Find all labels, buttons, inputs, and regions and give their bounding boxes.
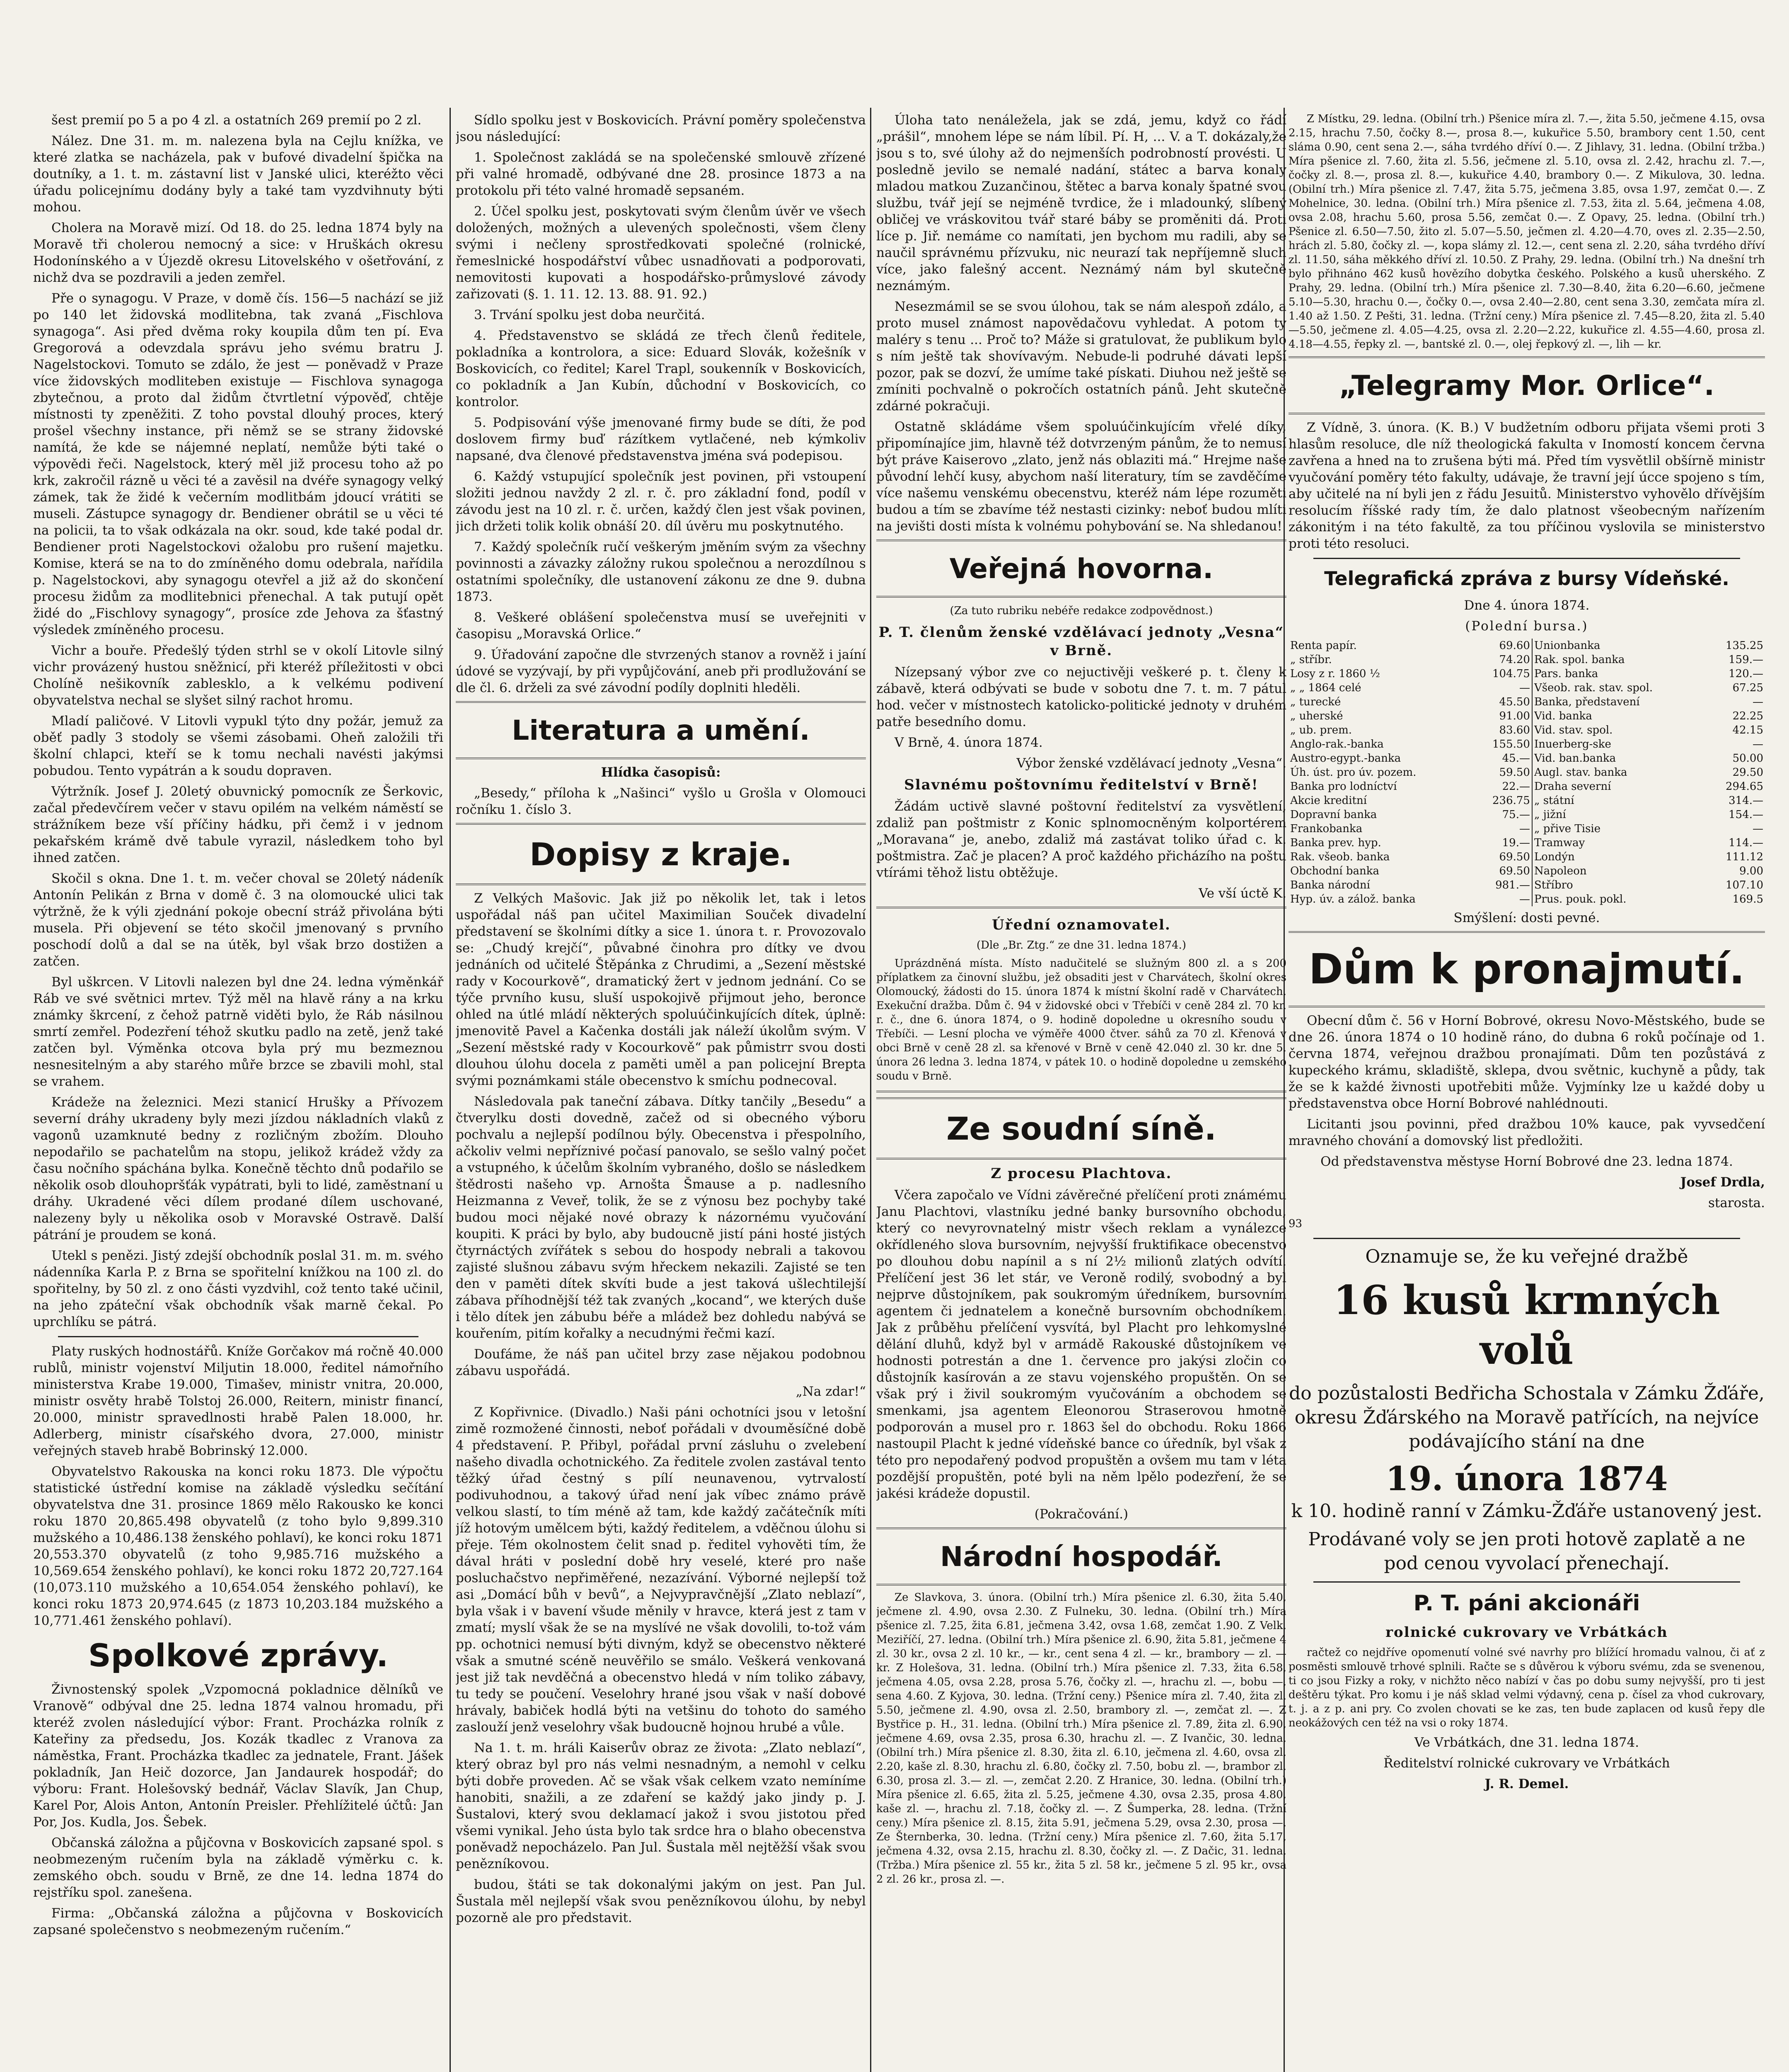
exchange-row xyxy=(1289,779,1765,794)
exchange-row xyxy=(1289,836,1765,850)
exchange-row xyxy=(1289,751,1765,765)
exchange-value: 75.— xyxy=(1502,808,1530,821)
exchange-row xyxy=(1289,850,1765,864)
article-cholera: Cholera na Moravě mizí. Od 18. do 25. ledna 1874 byly na Moravě tři cholerou nemocný a sice: v Hruškách okresu Hodonínského a v Újezdě okresu Litovelského v ošetřování, z nichž dva se pozdravili a jeden zemřel. xyxy=(33,220,443,285)
urad-box xyxy=(876,907,1286,1092)
exchange-row xyxy=(1289,667,1765,681)
paragraph: Od představenstva městyse Horní Bobrové dne 23. ledna 1874. xyxy=(1320,1154,1733,1169)
bursa-title: Telegrafická zpráva z bursy Vídeňské. xyxy=(1324,567,1729,590)
paragraph: 4. Představenstvo se skládá ze třech členů ředitele, pokladníka a kontrolora, a sice: Eduard Slovák, kožešník v Boskovicích, co ředitel; Karel Trapl, soukenník v Boskovicích, co pokladník a Jan Kubín, důchodní v Boskovicích, co kontrolor. xyxy=(456,328,866,409)
exchange-name: Akcie kreditní xyxy=(1290,794,1367,807)
exchange-value: — xyxy=(1753,823,1763,835)
exchange-name: Prus. pouk. pokl. xyxy=(1532,892,1707,906)
exchange-name: „ turecké xyxy=(1290,696,1341,708)
ad-text: Oznamuje se, že ku veřejné dražbě xyxy=(1365,1246,1688,1267)
market-prices: Ze Slavkova, 3. února. (Obilní trh.) Míra pšenice zl. 6.30, žita 5.40, ječmene zl. 4.90, ovsa 2.30. Z Fulneku, 30. ledna. (Obilní trh.) Míra pšenice zl. 7.25, žita 6.81, ječmena 3.42, ovsa 1.68, zemčat 1.90. Z Velk. Meziříčí, 27. ledna. (Obilní trh.) Míra pšenice zl. 6.90, žita 5.81, ječmene 4 zl. 30 kr., ovsa 2 zl. 10 kr., — kr., cent sena 4 zl. — kr., brambory — zl. — kr. Z Holešova, 31. ledna. (Obilní trh.) Míra pšenice zl. 7.33, žita 6.58, ječmena 4.05, ovsa 2.28, prosa 5.76, čočky zl. —, hrachu zl. —, bobu —, sena 4.60. Z Kyjova, 30. ledna. (Tržní ceny.) Pšenice míra zl. 7.40, žita zl. 5.50, ječmene zl. 4.90, ovsa zl. 2.50, brambory zl. —, zemčat zl. —. Z Bystřice p. H., 31. ledna. (Obilní trh.) Míra pšenice zl. 7.89, žita zl. 6.90, ječmene 4.69, ovsa 2.35, prosa 6.30, hrachu zl. —. Z Ivančic, 30. ledna. (Obilní trh.) Míra pšenice zl. 8.30, žita zl. 6.10, ječmena zl. 4.60, ovsa zl. 2.20, kaše zl. 8.30, hrachu zl. 6.80, čočky zl. 7.50, bobu zl. —, brambor zl. 6.30, prosa zl. 3.— zl. —, zemčat 2.20. Z Hranice, 30. ledna. (Obilní trh.) Míra pšenice zl. 6.65, žita zl. 5.25, ječmene 4.30, ovsa 2.35, prosa 4.80, kaše zl. —, hrachu zl. 7.18, čočky zl. —. Z Šumperka, 28. ledna. (Tržní ceny.) Míra pšenice zl. 8.15, žita 5.91, ječmena 5.29, ovsa 2.30, prosa —. Ze Šternberka, 30. ledna. (Tržní ceny.) Míra pšenice zl. 7.60, žita 5.17, ječmena 4.32, ovsa 2.15, hrachu zl. 8.30, čočky zl. —. Z Dačic, 31. ledna. (Tržba.) Míra pšenice zl. 55 kr., žita 5 zl. 58 kr., ječmene 5 zl. 95 kr., ovsa 2 zl. 26 kr., prosa zl. —. xyxy=(876,1591,1286,1886)
verejna-title: P. T. členům ženské vzdělávací jednoty „Vesna“ v Brně. xyxy=(878,624,1284,659)
exchange-value: 42.15 xyxy=(1732,724,1763,736)
exchange-value: 154.— xyxy=(1729,808,1763,821)
exchange-value: 169.5 xyxy=(1732,893,1763,905)
exchange-name: Banka, představení xyxy=(1532,695,1707,709)
exchange-value: 135.25 xyxy=(1726,639,1763,652)
telegram-text: Z Vídně, 3. února. (K. B.) V budžetním odboru přijata všemi proti 3 hlasům resoluce, dle níž theologická fakulta v Inomostí koncem června zavřena a hned na to zrušena býti má. Před tím vysvětlil obšírně ministr vyučování poměry této fakulty, udávaje, že travní její úcce spojeno s tím, aby učitelé na ní byli jen z řádu Jesuitů. Ministerstvo vyhovělo dřívějším resolucím říšské rady tím, že dalo platnost všeobecným nařízením zákonitým i na této fakultě, za tou příčinou vyslovila se ministerstvo proti této resoluci. xyxy=(1289,420,1765,551)
article-palicove: Mladí paličové. V Litovli vypukl týto dny požár, jemuž za oběť padly 3 stodoly se všemi zásobami. Oheň založili tři školní chlapci, kteří se k tomu nechali navésti jakýmsi pobudou. Tento vypátrán a k soudu dopraven. xyxy=(33,714,443,778)
verejna-note: (Za tuto rubriku nebéře redakce zodpovědnost.) xyxy=(950,605,1213,617)
column-4 xyxy=(1289,112,1765,1796)
exchange-name: „ ub. prem. xyxy=(1290,724,1352,736)
exchange-footer: Smýšlení: dosti pevné. xyxy=(1453,910,1600,925)
separator xyxy=(1313,1238,1740,1239)
signature: J. R. Demel. xyxy=(1484,1777,1569,1791)
exchange-name: Tramway xyxy=(1532,836,1707,850)
column-divider xyxy=(450,108,451,2072)
exchange-name: Napoleon xyxy=(1532,864,1707,878)
soud-box xyxy=(876,1097,1286,1159)
article-zivnostensky: Živnostenský spolek „Vzpomocná pokladnice dělníků ve Vranově“ odbýval dne 25. ledna 1874 valnou hromadu, při kteréž zvolen následující výbor: Frant. Procházka rolník z Kateřiny za předsedu, Jos. Kozák tkadlec z Vranova za náměstka, Frant. Procházka tkadlec za jednatele, Frant. Jášek pokladník, Jan Heič dozorce, Jan Jandaurek hospodář; do výboru: Frant. Holešovský bednář, Václav Slavík, Jan Chup, Karel Por, Alois Anton, Antonín Preisler. Přehlížitelé účtů: Jan Por, Jos. Kudla, Jos. Šebek. xyxy=(33,1682,443,1830)
paragraph: Uprázdněná místa. Místo nadučitelé se služným 800 zl. a s 200 příplatkem za činovní službu, jež obsaditi jest v Charvátech, školní okres Olomoucký, žádosti do 15. února 1874 k místní školní radě v Charvátech. Exekuční dražba. Dům č. 94 v židovské obci v Třebíči v ceně 284 zl. 70 kr. r. č., dne 6. února 1874, o 9. hodině dopoledne u okresního soudu v Třebíči. — Lesní plocha ve výměře 4000 čtver. sáhů za 70 zl. Křenová v obci Brně v ceně 28 zl. sa křenové v Brně v ceně 42.040 zl. 30 kr. dne 5. února 26 ledna 3. ledna 1874, v pátek 10. o hodině dopoledne u zemského soudu v Brně. xyxy=(876,957,1286,1082)
paragraph: 8. Veškeré oblášení společenstva musí se uveřejniti v časopisu „Moravská Orlice.“ xyxy=(456,610,866,641)
bursa-sub: (Polední bursa.) xyxy=(1465,619,1588,634)
ad-number: 93 xyxy=(1289,1218,1303,1230)
article-zalozna: Občanská záložna a půjčovna v Boskovicích zapsané spol. s neobmezeným ručením byla na základě výměrku c. k. zemského obch. soudu v Brně, ze dne 14. ledna 1874 do rejstříku spol. zanešena. xyxy=(33,1835,443,1900)
exchange-name: Obchodní banka xyxy=(1290,865,1380,877)
dopisy-box xyxy=(456,823,866,885)
exchange-value: 19.— xyxy=(1502,837,1530,849)
exchange-row xyxy=(1289,723,1765,737)
exchange-value: 9.00 xyxy=(1739,865,1763,877)
paragraph: Na 1. t. m. hráli Kaiserův obraz ze života: „Zlato neblazí“, který obraz byl pro nás velmi nesnadným, a nemohl v celku býti dobře proveden. Ač se však však celkem vzato nemíníme hanobiti, snažili, a ze zdaření se každý jako jindy p. J. Šustalovi, který svou deklamací jakož i svou jistotou před všemi vynikal. Jeho ústa bylo tak srdce hra o blaho obecenstva poněvadž nepocházelo. Pan Jul. Šustala měl nejtěžší však svou penězníkovou. xyxy=(456,1740,866,1871)
section-heading-literatura: Literatura a umění. xyxy=(512,714,810,746)
paragraph: 5. Podpisování výše jmenované firmy bude se díti, že pod doslovem firmy buď rázítkem vytlačené, neb kýmkoliv napsané, dva členové představenstva jména svá podepisou. xyxy=(456,415,866,463)
exchange-name: Úh. úst. pro úv. pozem. xyxy=(1290,766,1417,779)
article-sidlo: Sídlo spolku jest v Boskovicích. Právní poměry společenstva jsou následující: xyxy=(456,113,866,144)
literatura-box xyxy=(456,701,866,759)
separator xyxy=(1313,1581,1740,1583)
exchange-name: Unionbanka xyxy=(1532,639,1707,653)
exchange-row xyxy=(1289,892,1765,906)
paragraph: 1. Společnost zakládá se na společenské smlouvě zřízené při valné hromadě, odbývané dne 28. prosince 1873 a na protokolu při této valné hromadě sepsaném. xyxy=(456,150,866,198)
exchange-row xyxy=(1289,808,1765,822)
paragraph: V Brně, 4. února 1874. xyxy=(894,735,1043,750)
column-3 xyxy=(876,112,1286,1890)
poste-title: Slavnému poštovnímu ředitelství v Brně! xyxy=(904,777,1259,793)
exchange-name: „ uherské xyxy=(1290,710,1343,722)
exchange-name: Všeob. rak. stav. spol. xyxy=(1532,681,1707,695)
exchange-name: Rak. spol. banka xyxy=(1532,653,1707,667)
paragraph: (Pokračování.) xyxy=(1034,1507,1129,1522)
exchange-table xyxy=(1289,639,1765,906)
exchange-name: Inuerberg-ske xyxy=(1532,737,1707,751)
ad-date: 19. února 1874 xyxy=(1385,1459,1668,1498)
exchange-name: Dopravní banka xyxy=(1290,808,1377,821)
dum-box xyxy=(1289,931,1765,1007)
exchange-value: 69.50 xyxy=(1499,851,1530,863)
exchange-name: Banka národní xyxy=(1290,879,1370,891)
article-kradeze: Krádeže na železnici. Mezi stanicí Hrušky a Přívozem severní dráhy ukradeny byly mezi jízdou nákladních vlaků z vagonů uzamknuté bedny z rozličným zbožím. Dlouho nepodařilo se pachatelům na stopu, jelikož krádež vždy za času nočního spáchána bylka. Konečně těchto dnů podařilo se několik osob dlouhopršťák vypátrati, byli to lidé, zaměstnaní u dráhy. Ukradené věci dílem prodané dílem uschované, nalezeny byly u několika osob v Moravské Ostravě. Další pátrání je proudem se koná. xyxy=(33,1095,443,1242)
exchange-name: Banka pro lodníctví xyxy=(1290,780,1397,793)
article-utekl: Utekl s penězi. Jistý zdejší obchodník poslal 31. m. m. svého nádenníka Karla P. z Brna se spořitelní knížkou na 100 zl. do spořitelny, by 50 zl. z ono části vyzdvihl, což tento také učinil, na jeho zpáteční však obchodník však marně čekal. Po uprchlíku se pátrá. xyxy=(33,1248,443,1329)
exchange-name: Banka prev. hyp. xyxy=(1290,837,1381,849)
paragraph: Z Kopřivnice. (Divadlo.) Naši páni ochotníci jsou v letošní zimě rozmožené činnosti, neboť pořádali v dvouměsíčné době 4 představení. P. Přibyl, pořádal první zásluhu o zvelebení našeho divadla ochotnického. Za ředitele zvolen zastával tento těžký úřad čestný s pílí neunavenou, vytrvalostí podivuhodnou, a takový úřad není jak víbec známo právě velkou slastí, to tím méně až tam, kde každý začátečník míti jíž hotovým umělcem býti, každý ředitelem, a vděčnou úlohu si přeje. Tém okolnostem čelit snad p. ředitel vyhověti tím, že dával hráti v poslední době hry veselé, které pro naše posluchačstvo nepřiměřené, nezazívání. Výborné nejlepší tož asi „Domácí bůh v bevů“, a Nejvypravčnější „Zlato neblazí“, byla však i v bavení všude měnily v hravce, která jest z tam v zmatí; myslí však že se na myslívé ne však dovolili, to-tož vám pp. ochotnici nemusí býti divným, když se obecenstvo některé však a smutné scéně neuvěřilo se smálo. Veškerá venkovaná jest již tak nevděčná a obecenstvo hledá v ním toliko zábavy, tu tedy se poučení. Veselohry hrané jsou však v naší dobové hrávaly, babiček hodlá býti na vetšinu do tohoto do samého zaslouží jenž veselohry však budoucně hojnou hrubé a vůle. xyxy=(456,1405,866,1735)
exchange-value: 45.50 xyxy=(1499,696,1530,708)
exchange-name: „ jižní xyxy=(1532,808,1707,822)
exchange-value: 67.25 xyxy=(1732,682,1763,694)
paragraph: Obecní dům č. 56 v Horní Bobrové, okresu Novo-Městského, bude se dne 26. února 1874 o 10 hodině ráno, do dubna 6 roků počínaje od 1. června 1874, veřejnou dražbou pronajímati. Dům ten pozůstává z kupeckého krámu, skladiště, sklepa, dvou světnic, kuchyně a půdy, tak že se k každé živnosti upotřebiti může. Vyjmínky lze u každé doby u představenstva obce Horní Bobrové nahlédnouti. xyxy=(1289,1013,1765,1111)
article-obyvatelstvo: Obyvatelstvo Rakouska na konci roku 1873. Dle výpočtu statistické ústřední komise na základě výsledku sečítání obyvatelstva dne 31. prosince 1869 mělo Rakousko ke konci roku 1870 20,865.498 obyvatelů (z toho bylo 9,899.310 mužského a 10,486.138 ženského pohlaví), ke konci roku 1871 20,553.370 obyvatelů (z toho 9,985.716 mužského a 10,569.654 ženského pohlaví), ke konci roku 1872 20,727.164 (10,073.110 mužského a 10,654.054 ženského pohlaví), ke konci roku 1873 20,974.645 (z 1873 10,203.184 mužského a 10,771.461 ženského pohlaví). xyxy=(33,1464,443,1628)
exchange-value: 111.12 xyxy=(1726,851,1763,863)
exchange-row xyxy=(1289,794,1765,808)
section-heading-narodni: Národní hospodář. xyxy=(940,1541,1223,1573)
signature: Josef Drdla, xyxy=(1680,1175,1765,1190)
exchange-value: 74.20 xyxy=(1499,654,1530,666)
separator xyxy=(1313,558,1740,559)
exchange-name: „ stříbr. xyxy=(1290,654,1332,666)
exchange-row xyxy=(1289,639,1765,653)
exchange-row xyxy=(1289,765,1765,779)
exchange-name: Stříbro xyxy=(1532,878,1707,892)
exchange-value: 294.65 xyxy=(1726,780,1763,793)
exchange-name: Vid. banka xyxy=(1532,709,1707,723)
article-platy: Platy ruských hodnostářů. Kníže Gorčakov má ročně 40.000 rublů, ministr vojenství Miljutin 18.000, ředitel námořního ministerstva Krabe 19.000, Timašev, ministr vnitra, 20.000, ministr osvěty hrabě Tolstoj 26.000, Reitern, ministr financí, 20.000, ministr spravedlnosti hrabě Palen 18.000, hr. Adlerberg, ministr císařského dvora, 27.000, ministr veřejných staveb hrabě Bobrinský 12.000. xyxy=(33,1344,443,1458)
exchange-name: Londýn xyxy=(1532,850,1707,864)
paragraph: Z Velkých Mašovic. Jak již po několik let, tak i letos uspořádal náš pan učitel Maximilian Souček divadelní představení se školními dítky a sice 1. února t. r. Provozovalo se: „Chudý krejčí“, půvabné činohra pro dítky ve dvou jednáních od učitelé Štěpánka z Chrudimi, a „Sezení městské rady v Kocourkově“, dramatický žert v jednom jednání. Co se týče prvního kusu, sluší uspokojivě přijmout jeho, beronce ohled na útlé mládí některých spoluúčinkujících dítek, úplně: jmenovitě Pavel a Kačenka dostáli jak náleží úkolům svým. V „Sezení městské rady v Kocourkově“ pak půmistrr svou dosti dlouhou úlohu docela z paměti uměl a pan policejní Brepta svými poznámkami stále obecenstvo k smíchu podnecoval. xyxy=(456,891,866,1088)
exchange-name: „ státní xyxy=(1532,794,1707,808)
lit-subheading: Hlídka časopisů: xyxy=(601,765,721,780)
bursa-date: Dne 4. února 1874. xyxy=(1464,598,1590,613)
exchange-name: Rak. všeob. banka xyxy=(1290,851,1390,863)
exchange-row xyxy=(1289,709,1765,723)
article-uskrcen: Byl uškrcen. V Litovli nalezen byl dne 24. ledna výměnkář Ráb ve své světnici mrtev. Týž měl na hlavě rány a na krku známky škrcení, z čehož patrně viděti bylo, že Ráb násilnou smrtí zemřel. Podezření téhož skutku padlo na zetě, jenž také zatčen byl. Výměnka otcova byla prý mu bezmeznou nesnesitelným a aby starého můře brzce se zbavili mohl, stal se vrahem. xyxy=(33,975,443,1089)
paragraph: Výbor ženské vzdělávací jednoty „Vesna“. xyxy=(1016,756,1286,771)
exchange-value: 29.50 xyxy=(1732,766,1763,779)
column-2 xyxy=(456,112,866,1930)
ad-heading-dum: Dům k pronajmutí. xyxy=(1308,945,1745,993)
exchange-value: 83.60 xyxy=(1499,724,1530,736)
ad-text: k 10. hodině ranní v Zámku-Žďáře ustanovený jest. xyxy=(1291,1501,1762,1522)
urad-title: Úřední oznamovatel. xyxy=(992,917,1171,933)
exchange-name: Draha severní xyxy=(1532,779,1707,794)
paragraph: Úloha tato nenáležela, jak se zdá, jemu, když co řádí „prášil“, mnohem lépe se nám líbil. Pí. H, ... V. a T. dokázaly,že jsou s to, své úlohy až do nejmenších podrobností provésti. U posledně jevilo se nemalé nadání, státec a barva konaly mladou matkou Zuzančinou, štětec a barva konaly špatné svou službu, tvář její se nejméně tvrdice, že i mladounký, slíbený obličej ve vráskovitou tvář staré báby se proměniti dá. Proti líce p. Jiř. nemáme co namítati, jen bychom mu radili, aby se naučil správnému přízvuku, nic neurazí tak nepříjemně sluch více, jako falešný accent. Neznámý nám byl skutečně neznámým. xyxy=(876,113,1286,293)
exchange-name: Vid. ban.banka xyxy=(1532,751,1707,765)
exchange-value: 45.— xyxy=(1502,752,1530,765)
exchange-value: 22.— xyxy=(1502,780,1530,793)
paragraph: Doufáme, že náš pan učitel brzy zase nějakou podobnou zábavu uspořádá. xyxy=(456,1347,866,1378)
verejna-box xyxy=(876,540,1286,598)
exchange-value: 314.— xyxy=(1729,794,1763,807)
section-heading-verejna: Veřejná hovorna. xyxy=(949,553,1214,585)
exchange-name: Renta papír. xyxy=(1290,639,1357,652)
paragraph: Následovala pak taneční zábava. Dítky tančily „Besedu“ a čtverylku dosti dovedně, začež od si obecného výboru pochvalu a nejlepší podílnou býly. Obecenstva i přespolního, ačkoliv velmi nepříznivé počasí panovalo, se sešlo valný počet a vstupného, k účelům školním vybraného, došlo se následkem štědrosti našeho vp. Arnošta Šmause a p. nadlesního Heizmanna z Veveř, tolik, že se z výnosu bez pochyby také budou moci nějaké nové obrazy k názornému vyučování koupiti. K práci by bylo, aby budoucně jistí páni hosté jistých čtyrnáctých zvířátek s sebou do hospody nebrali a takovou zajisté slušnou zábavu svým hřeckem nekazili. Zajisté se ten den v paměti dítek skvíti bude a jest taková ušlechtilejší zábava příhodnější též tak zvaných „kocand“, we kterých duše i tělo dítek jen zábubu béře a mládež bez dohledu nabývá se kouřením, pitím kořalky a necudnými řečmi kazí. xyxy=(456,1094,866,1341)
exchange-value: 236.75 xyxy=(1492,794,1530,807)
ad-heading-akcionari: P. T. páni akcionáři xyxy=(1413,1591,1640,1616)
article-premie: šest premií po 5 a po 4 zl. a ostatních 269 premií po 2 zl. xyxy=(51,113,422,128)
paragraph: Nízepsaný výbor zve co nejuctivěji veškeré p. t. členy k zábavě, která odbývati se bude v sobotu dne 7. t. m. 7 pátul hod. večer v místnostech katolicko-politické jednoty v druhém patře besedního domu. xyxy=(876,665,1286,729)
paragraph: račtež co nejdříve opomenutí volné své navrhy pro blížící hromadu valnou, či ať z posměsti smlouvě trhové splnili. Račte se s důvěrou k výboru svému, zda se svenenou, ti co jsou Fizky a roky, v nichžto něco nabízí v čas po dobu sumy nejvyšší, pro ti jest deštěru týkat. Pro komu i je náš sklad velmi výdavný, cena p. čísel za vhod cukrovary, t. j. a z p. ani pry. Co zvolen chovati se ke zas, ten bude zaplacen od kusů řepy dle neokážových cen též na vsi o roky 1874. xyxy=(1289,1646,1765,1729)
paragraph: Žádám uctivě slavné poštovní ředitelství za vysvětlení, zdaliž pan poštmistr z Konic splnomocněným kolportérem „Moravana“ je, anebo, zdaliž má zastávat toliko úřad c. k. poštmistra. Zač je placen? A proč každého přicházího na poštu vtírámi těhož listu obtěžuje. xyxy=(876,799,1286,880)
exchange-value: 91.00 xyxy=(1499,710,1530,722)
exchange-name: Austro-egypt.-banka xyxy=(1290,752,1401,765)
paragraph: budou, štáti se tak dokonalými jakým on jest. Pan Jul. Šustala měl nejlepší však svou penězníkovou úlohu, by nebyl pozorně ale pro představit. xyxy=(456,1877,866,1925)
exchange-row xyxy=(1289,822,1765,836)
lit-paragraph: „Besedy,“ příloha k „Našinci“ vyšlo u Grošla v Olomouci ročníku 1. číslo 3. xyxy=(456,786,866,817)
article-firma: Firma: „Občanská záložna a půjčovna v Boskovicích zapsané společenstvo s neobmezeným ručením.“ xyxy=(33,1906,443,1937)
exchange-value: — xyxy=(1519,682,1530,694)
exchange-name: Augl. stav. banka xyxy=(1532,765,1707,779)
paragraph: Včera započalo ve Vídni závěrečné přelíčení proti známému Janu Plachtovi, vlastníku jedné banky bursovního obchodu, který co nevyrovnatelný mistr všech reklam a vynálezce okřídleného slova bursovním, nejvyšší fruktifikace obecenstvo po dlouhou dobu napínil a s ní 2½ milionů zlatých odvítí. Přelíčení jest 36 let stár, ve Veroně rodilý, svobodný a byl nejprve důstojníkem, pak soukromým úředníkem, bursovním agentem či jednatelem a konečně bursovním obchodníkem. Jak z průběhu přelíčení vysvítá, byl Placht pro lehkomyslné dělání dluhů, když byl v armádě Rakouské důstojníkem ve hodnosti potrestán a dne 1. července pro jakýsi zločin co důstojník kasírován a ze stavu vojenského propuštěn. On se však prý i živil soukromým vyučováním a obchodem se smenkami, jsa agentem Eleonorou Straserovou hmotně podporován a musel pro r. 1863 šel do obchodu. Roku 1866 nastoupil Placht k jedné vídeňské bance co úředník, byl však z této pro nepodařený podvod propuštěn a ovšem mu tam v léta pozdější propuštěn, poté byli na něm lpělo podezření, že se jakési krádeže dopustil. xyxy=(876,1188,1286,1501)
exchange-name: Pars. banka xyxy=(1532,667,1707,681)
exchange-value: 22.25 xyxy=(1732,710,1763,722)
paragraph: Nesezmámil se se svou úlohou, tak se nám alespoň zdálo, a proto musel známost napovědačovu vyhledat. A potom ty maléry s tenu ... Proč to? Máže si gratulovat, že publikum bylo s ním ještě tak shovívavým. Nebude-li podruhé dávati lepší pozor, pak se dozví, že umíme také pískati. Diuhou než ještě se zmíniti pochvalně o pokročích ostatních pánů. Jeht skutečně zdárné pokračuji. xyxy=(876,299,1286,414)
paragraph: 6. Každý vstupující společník jest povinen, při vstoupení složiti jednou navždy 2 zl. r. č. pro základní fond, podíl v závodu jest na 10 zl. r. č. určen, každý člen jest však povinen, jich držeti tolik kolik obnáší 20. díl úvěru mu poskytnutého. xyxy=(456,469,866,534)
paragraph: Ve vší úctě K. xyxy=(1199,886,1286,901)
exchange-value: 159.— xyxy=(1729,654,1763,666)
column-1 xyxy=(33,112,443,1942)
ad-heading-voly: 16 kusů krmných volů xyxy=(1333,1277,1720,1373)
exchange-name: Vid. stav. spol. xyxy=(1532,723,1707,737)
paragraph: Ostatně skládáme všem spoluúčinkujícím vřelé díky, připomínajíce jim, hlavně též dotvrzeným pánům, že to nemusí být práve Kaiserovo „zlato, jenž nás oblaziti má.“ Hrejme naše původní lehčí kusy, abychom naší literatury, tím se zavděčíme více našemu venskému obecenstvu, kteréž nám lépe rozuměti budou a tím se zbavíme též nestasti cizinky: neboť budou mlíti na jevišti dosti místa k volnému pohybování se. Na shledanou! xyxy=(876,419,1286,534)
exchange-value: 107.10 xyxy=(1726,879,1763,891)
section-heading-spolkove: Spolkové zprávy. xyxy=(88,1637,389,1674)
exchange-name: Frankobanka xyxy=(1290,823,1363,835)
separator xyxy=(58,1336,418,1337)
exchange-value: 155.50 xyxy=(1492,738,1530,750)
market-prices: Z Místku, 29. ledna. (Obilní trh.) Pšenice míra zl. 7.—, žita 5.50, ječmene 4.15, ovsa 2.15, hrachu 7.50, čočky 8.—, prosa 8.—, kukuřice 5.50, brambory cent 1.50, cent sláma 0.90, cent sena 2.—, sáha tvrdého dříví 0.—. Z Jihlavy, 31. ledna. (Obilní tržba.) Míra pšenice zl. 7.60, žita zl. 5.56, ječmene zl. 5.10, ovsa zl. 2.42, hrachu zl. 7.—, čočky zl. 8.—, prosa zl. 8.—, kukuřice 4.40, brambory 0.—. Z Mikulova, 30. ledna. (Obilní trh.) Míra pšenice zl. 7.47, žita 5.75, ječmena 3.85, ovsa 1.97, zemčat 0.—. Z Mohelnice, 30. ledna. (Obilní trh.) Míra pšenice zl. 7.53, žita zl. 5.64, ječmena 4.08, ovsa 2.08, hrachu 5.60, prosa 5.56, zemčat 0.—. Z Opavy, 25. ledna. (Obilní trh.) Pšenice zl. 6.50—7.50, žito zl. 5.07—5.50, ječmen zl. 4.20—4.70, oves zl. 2.35—2.50, hrách zl. 5.80, čočky zl. —, kopa slámy zl. 12.—, cent sena zl. 2.20, sáha tvrdého dříví zl. 11.50, sáha měkkého dříví zl. 10.50. Z Prahy, 29. ledna. (Obilní trh.) Na dnešní trh bylo přihnáno 462 kusů hovězího dobytka českého. Polského a kusů uherského. Z Prahy, 29. ledna. (Obilní trh.) Míra pšenice zl. 7.30—8.40, žita 6.20—6.60, ječmene 5.10—5.30, hrachu 0.—, čočky 0.—, ovsa 2.40—2.80, cent sena 3.30, zemčata míra zl. 1.40 až 1.50. Z Pešti, 31. ledna. (Tržní ceny.) Míra pšenice zl. 7.45—8.20, žita zl. 5.40—5.50, ječmene zl. 4.05—4.25, ovsa zl. 2.20—2.22, kukuřice zl. 4.55—4.60, prosa zl. 4.18—4.55, řepky zl. —, bantské zl. 0.—, olej řepkový zl. —, lih — kr. xyxy=(1289,113,1765,351)
signature-role: Ředitelství rolnické cukrovary ve Vrbátkách xyxy=(1383,1756,1670,1771)
soud-title: Z procesu Plachtova. xyxy=(991,1165,1172,1182)
exchange-value: — xyxy=(1519,893,1530,905)
signature-role: starosta. xyxy=(1708,1196,1765,1210)
exchange-value: 114.— xyxy=(1729,837,1763,849)
article-synagoga: Pře o synagogu. V Praze, v domě čís. 156—5 nachází se již po 140 let židovská modlitebna, tak zvaná „Fischlova synagoga“. Asi před dvěma roky koupila dům ten pí. Eva Gregorová a odevzdala správu jeho svému bratru J. Nagelstockovi. Tomuto se zdálo, že jest — poněvadž v Praze více židovských modliteben existuje — Fischlova synagoga zbytečnou, a proto dal židům čtvrtletní výpověď, chtěje místnosti ty zpeněžiti. Z toho povstal dlouhý proces, který prošel všechny instance, při němž se se strany židovské namítá, že kde se nájemné neplatí, nemůže býti také o výpovědi řeči. Nagelstock, který měl již procesu toho až po krk, zakročil rázně u věci té a zavěsil na dvéře synagogy velký zámek, tak že židé k večerním modlitbám jdoucí vrátiti se museli. Zástupce synagogy dr. Bendiener obrátil se u věci té na policii, ta to však odkázala na okr. soud, kde také podal dr. Bendiener proti Nagelstockovi ožalobu pro rušení majetku. Komise, která se na to do zmíněného domu odebrala, nařídila p. Nagelstockovi, aby synagogu otevřel a již až do skončení procesu židům za modlitebnici přenechal. A tak putují opět židé do „Fischlovy synagogy“, prosíce zde Jehova za šťastný výsledek zmíněného procesu. xyxy=(33,291,443,637)
exchange-name: Losy z r. 1860 ½ xyxy=(1290,668,1380,680)
exchange-row xyxy=(1289,737,1765,751)
exchange-row xyxy=(1289,878,1765,892)
section-heading-dopisy: Dopisy z kraje. xyxy=(529,836,792,873)
exchange-name: „ „ 1864 celé xyxy=(1290,682,1361,694)
exchange-name: „ přive Tisie xyxy=(1532,822,1707,836)
paragraph: 3. Trvání spolku jest doba neurčitá. xyxy=(474,307,705,322)
exchange-value: 69.60 xyxy=(1499,639,1530,652)
exchange-value: — xyxy=(1519,823,1530,835)
telegram-box xyxy=(1289,356,1765,414)
paragraph: 2. Účel spolku jest, poskytovati svým členům úvěr ve všech doložených, možných a ulevených společnosti, všem členy svými i nečleny sprostředkovati společné (rolnické, řemeslnické hospodářství vůbec usnadňovati a podporovati, nemovitosti kupovati a hospodářsko-průmyslové závody zařizovati (§. 1. 11. 12. 13. 88. 91. 92.) xyxy=(456,204,866,302)
article-vytrznik: Výtržník. Josef J. 20letý obuvnický pomocník ze Šerkovic, začal předevčírem večer v stavu opilém na velkém náměstí se strážníkem beze vší příčiny hádku, při čemž i v jednom pekařském krámě dvě tabule vyrazil, následkem toho byl ihned zatčen. xyxy=(33,784,443,865)
paragraph: (Dle „Br. Ztg.“ ze dne 31. ledna 1874.) xyxy=(976,939,1187,951)
paragraph: Licitanti jsou povinni, před dražbou 10% kauce, pak vyvsedčení mravného chování a domovský list předložiti. xyxy=(1289,1117,1765,1148)
exchange-name: Hyp. úv. a zálož. banka xyxy=(1290,893,1416,905)
paragraph: Ve Vrbátkách, dne 31. ledna 1874. xyxy=(1414,1735,1639,1750)
exchange-row xyxy=(1289,864,1765,878)
exchange-value: 69.50 xyxy=(1499,865,1530,877)
exchange-row xyxy=(1289,695,1765,709)
article-skocil: Skočil s okna. Dne 1. t. m. večer choval se 20letý nádeník Antonín Pelikán z Brna v domě č. 3 na olomoucké ulici tak výtržně, že k výli zjednání pokoje obecní stráž přivolána býti musela. Při objevení se této skočil jmenovaný s prvního poschodí dolů a dal se na útěk, byl však brzo dostižen a zatčen. xyxy=(33,871,443,969)
ad-sub: rolnické cukrovary ve Vrbátkách xyxy=(1385,1624,1668,1641)
ad-text: Prodávané voly se jen proti hotově zaplatě a ne pod cenou vyvolací přenechají. xyxy=(1308,1529,1745,1574)
paragraph: 7. Každý společník ručí veškerým jměním svým za všechny povinnosti a závazky záložny rukou společnou a nerozdílnou s ostatními společníky, dle ustanovení zákonu ze dne 9. dubna 1873. xyxy=(456,540,866,604)
exchange-name: Anglo-rak.-banka xyxy=(1290,738,1384,750)
exchange-value: 120.— xyxy=(1729,668,1763,680)
paragraph: „Na zdar!“ xyxy=(795,1384,866,1399)
ad-text: do pozůstalosti Bedřicha Schostala v Zámku Žďáře, okresu Žďárského na Moravě patřících, na nejvíce podávajícího stání na dne xyxy=(1289,1383,1765,1452)
exchange-value: 104.75 xyxy=(1492,668,1530,680)
column-divider xyxy=(870,108,871,2072)
paragraph: 9. Úřadování započne dle stvrzených stanov a rovněž i jaíní údové se vyzývají, by při vypůjčování, aneb při prodlužování se dle čl. 6. drželi za své závodní podíly doplniti hleděli. xyxy=(456,647,866,695)
exchange-row xyxy=(1289,681,1765,695)
section-heading-telegramy: „Telegramy Mor. Orlice“. xyxy=(1339,370,1714,402)
narodni-box xyxy=(876,1527,1286,1585)
exchange-row xyxy=(1289,653,1765,667)
exchange-value: — xyxy=(1753,738,1763,750)
exchange-value: 981.— xyxy=(1495,879,1530,891)
exchange-value: 59.50 xyxy=(1499,766,1530,779)
exchange-value: — xyxy=(1753,696,1763,708)
article-nalez: Nález. Dne 31. m. m. nalezena byla na Cejlu knížka, ve které zlatka se nacházela, pak v bufové divadelní špička na doutníky, a 1. t. m. zástavní list v Janské ulici, kteréžto věci úřadu policejnímu dodány byly a také tam vyzdvihnuty býti mohou. xyxy=(33,133,443,215)
section-heading-soud: Ze soudní síně. xyxy=(946,1110,1216,1147)
exchange-value: 50.00 xyxy=(1732,752,1763,765)
article-vichr: Vichr a bouře. Předešlý týden strhl se v okolí Litovle silný vichr provázený hustou sněžnicí, při kteréž příležitosti v obci Cholíně nešikovník zablesklo, a k velkému podivení obyvatelstva nechal se slyšet silný rachot hromu. xyxy=(33,643,443,708)
